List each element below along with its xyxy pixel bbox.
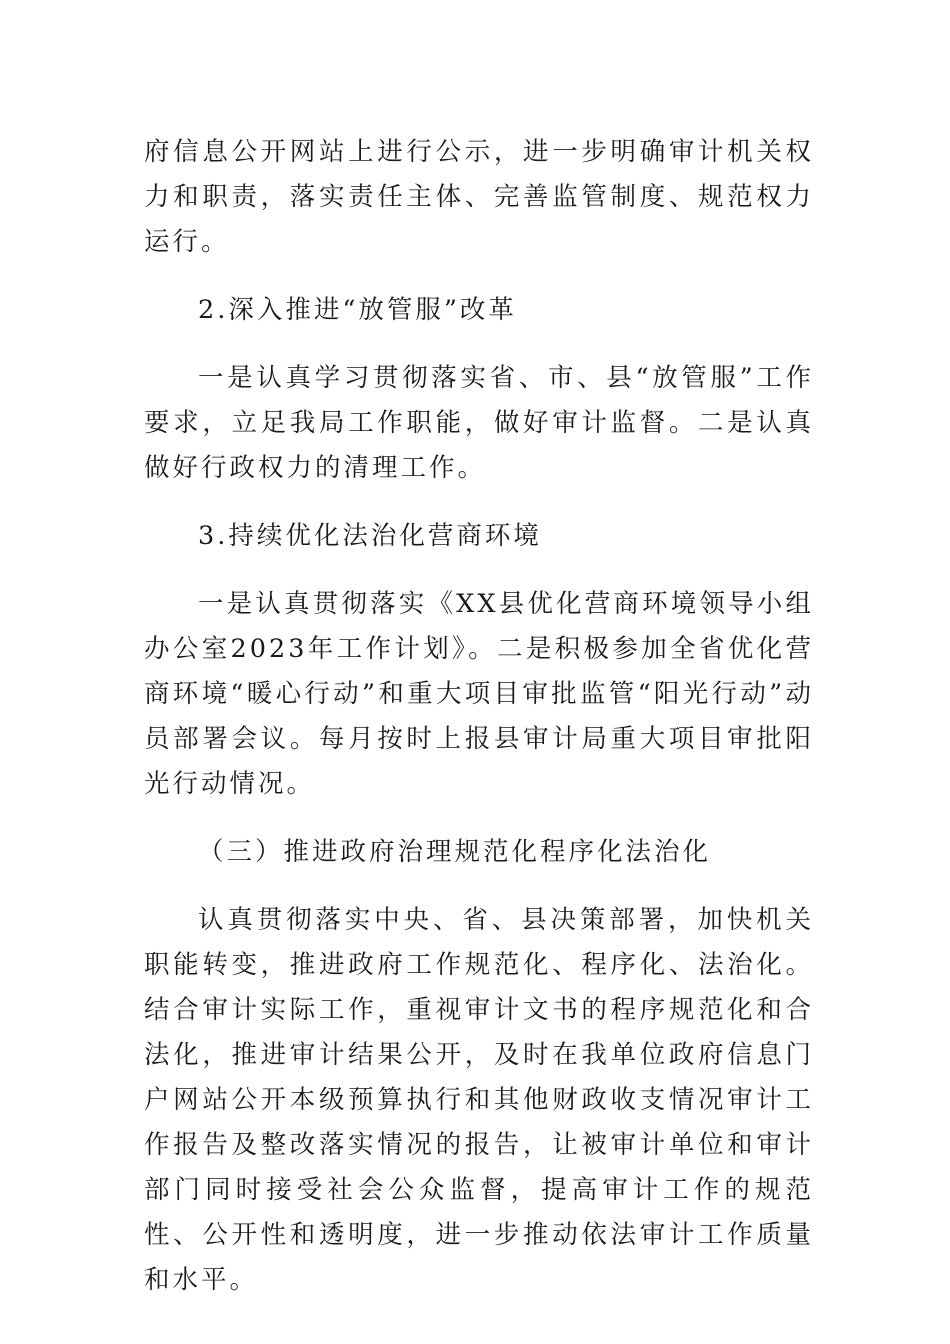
- paragraph-continuation: 府信息公开网站上进行公示，进一步明确审计机关权力和职责，落实责任主体、完善监管制度、规范权力运行。: [144, 137, 814, 257]
- paragraph-governance: 认真贯彻落实中央、省、县决策部署，加快机关职能转变，推进政府工作规范化、程序化、法治化。结合审计实际工作，重视审计文书的程序规范化和合法化，推进审计结果公开，及时在我单位政府信息门户网站公开本级预算执行和其他财政收支情况审计工作报告及整改落实情况的报告，让被审计单位和审计部门同时接受社会公众监督，提高审计工作的规范性、公开性和透明度，进一步推动依法审计工作质量和水平。: [144, 905, 814, 1295]
- document-body: [144, 130, 814, 1303]
- paragraph-business-environment: 一是认真贯彻落实《XX县优化营商环境领导小组办公室2023年工作计划》。二是积极参加全省优化营商环境“暖心行动”和重大项目审批监管“阳光行动”动员部署会议。每月按时上报县审计局重大项目审批阳光行动情况。: [144, 589, 814, 799]
- heading-governance: （三）推进政府治理规范化程序化法治化: [198, 837, 712, 867]
- paragraph-reform: 一是认真学习贯彻落实省、市、县“放管服”工作要求，立足我局工作职能，做好审计监督。二是认真做好行政权力的清理工作。: [144, 363, 814, 483]
- heading-business-environment: 3.持续优化法治化营商环境: [198, 521, 542, 551]
- heading-reform: 2.深入推进“放管服”改革: [198, 295, 517, 325]
